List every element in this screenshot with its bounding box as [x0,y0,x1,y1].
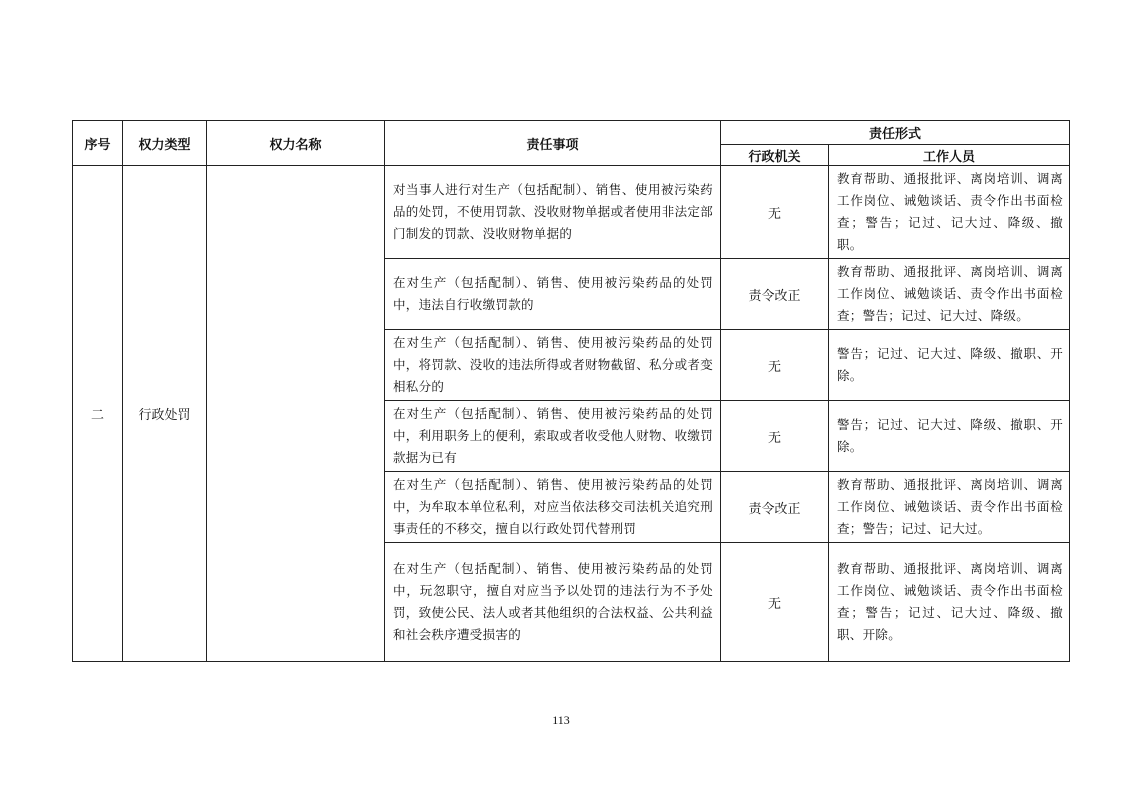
row-matter: 对当事人进行对生产（包括配制）、销售、使用被污染药品的处罚，不使用罚款、没收财物单据或者使用非法定部门制发的罚款、没收财物单据的 [385,166,721,259]
row-staff: 教育帮助、通报批评、离岗培训、调离工作岗位、诫勉谈话、责令作出书面检查；警告；记过、记大过。 [829,472,1070,543]
group-power-name [207,166,385,662]
group-power-type: 行政处罚 [123,166,207,662]
row-agency: 责令改正 [721,259,829,330]
row-agency: 无 [721,330,829,401]
header-row-1 [73,121,1070,145]
row-staff: 教育帮助、通报批评、离岗培训、调离工作岗位、诫勉谈话、责令作出书面检查；警告；记过、记大过、降级、撤职、开除。 [829,543,1070,662]
header-power-name: 权力名称 [207,121,385,166]
row-agency: 责令改正 [721,472,829,543]
header-form: 责任形式 [721,121,1070,145]
row-matter: 在对生产（包括配制）、销售、使用被污染药品的处罚中，玩忽职守，擅自对应当予以处罚的违法行为不予处罚，致使公民、法人或者其他组织的合法权益、公共利益和社会秩序遭受损害的 [385,543,721,662]
row-staff: 教育帮助、通报批评、离岗培训、调离工作岗位、诫勉谈话、责令作出书面检查；警告；记过、记大过、降级、撤职。 [829,166,1070,259]
row-agency: 无 [721,166,829,259]
row-matter: 在对生产（包括配制）、销售、使用被污染药品的处罚中，将罚款、没收的违法所得或者财物截留、私分或者变相私分的 [385,330,721,401]
row-agency: 无 [721,543,829,662]
header-seq: 序号 [73,121,123,166]
row-matter: 在对生产（包括配制）、销售、使用被污染药品的处罚中，为牟取本单位私利，对应当依法移交司法机关追究刑事责任的不移交，擅自以行政处罚代替刑罚 [385,472,721,543]
row-matter: 在对生产（包括配制）、销售、使用被污染药品的处罚中，利用职务上的便利，索取或者收受他人财物、收缴罚款据为已有 [385,401,721,472]
header-responsibility: 责任事项 [385,121,721,166]
row-agency: 无 [721,401,829,472]
header-staff: 工作人员 [829,145,1070,166]
page-number: 113 [552,713,570,727]
header-power-type: 权力类型 [123,121,207,166]
table-row [73,166,1070,259]
row-matter: 在对生产（包括配制）、销售、使用被污染药品的处罚中，违法自行收缴罚款的 [385,259,721,330]
row-staff: 警告；记过、记大过、降级、撤职、开除。 [829,401,1070,472]
header-agency: 行政机关 [721,145,829,166]
row-staff: 警告；记过、记大过、降级、撤职、开除。 [829,330,1070,401]
group-seq: 二 [73,166,123,662]
row-staff: 教育帮助、通报批评、离岗培训、调离工作岗位、诫勉谈话、责令作出书面检查；警告；记过、记大过、降级。 [829,259,1070,330]
responsibility-table [72,120,1070,662]
